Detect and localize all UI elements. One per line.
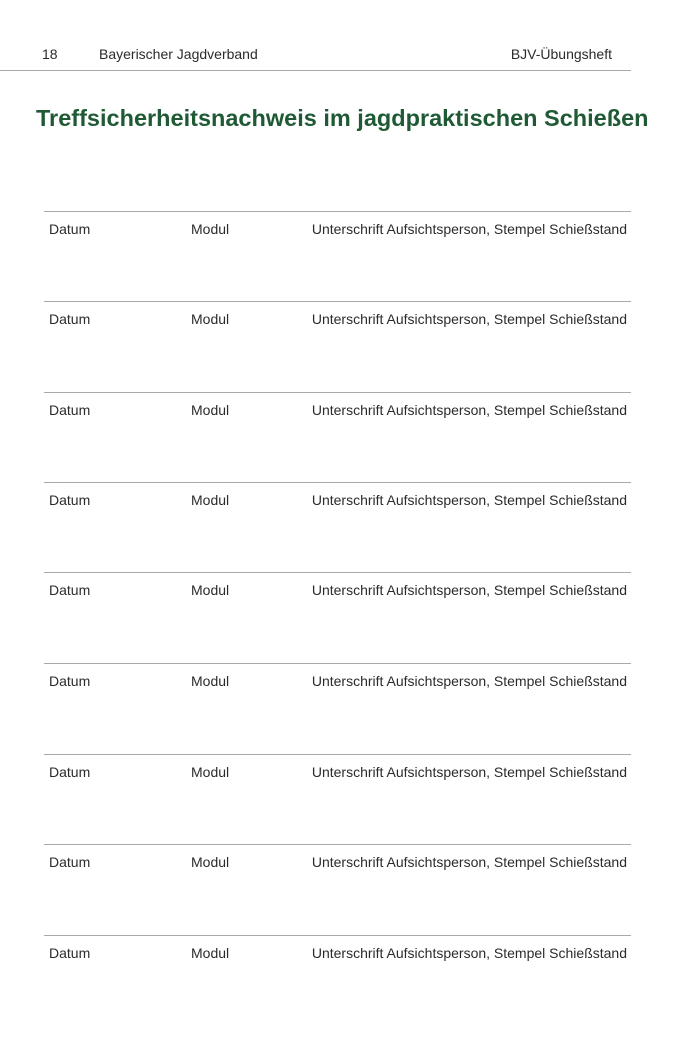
page-number: 18 xyxy=(42,46,58,62)
signature-row xyxy=(44,211,631,240)
module-label: Modul xyxy=(191,221,230,237)
signature-label: Unterschrift Aufsichtsperson, Stempel Schießstand xyxy=(311,854,627,870)
page-header xyxy=(0,0,631,71)
module-label: Modul xyxy=(191,673,230,689)
module-label: Modul xyxy=(191,582,230,598)
signature-row xyxy=(44,392,631,421)
signature-label: Unterschrift Aufsichtsperson, Stempel Schießstand xyxy=(311,764,627,780)
date-label: Datum xyxy=(49,311,91,327)
signature-label: Unterschrift Aufsichtsperson, Stempel Schießstand xyxy=(311,311,627,327)
signature-row xyxy=(44,844,631,873)
signature-row xyxy=(44,572,631,601)
module-label: Modul xyxy=(191,311,230,327)
signature-label: Unterschrift Aufsichtsperson, Stempel Schießstand xyxy=(311,221,627,237)
module-label: Modul xyxy=(191,764,230,780)
module-label: Modul xyxy=(191,854,230,870)
date-label: Datum xyxy=(49,582,91,598)
signature-label: Unterschrift Aufsichtsperson, Stempel Schießstand xyxy=(311,945,627,961)
date-label: Datum xyxy=(49,854,91,870)
date-label: Datum xyxy=(49,221,91,237)
date-label: Datum xyxy=(49,945,91,961)
date-label: Datum xyxy=(49,764,91,780)
page-title: Treffsicherheitsnachweis im jagdpraktischen Schießen xyxy=(36,105,649,131)
signature-label: Unterschrift Aufsichtsperson, Stempel Schießstand xyxy=(311,582,627,598)
signature-label: Unterschrift Aufsichtsperson, Stempel Schießstand xyxy=(311,673,627,689)
signature-row xyxy=(44,935,631,964)
signature-row xyxy=(44,754,631,783)
date-label: Datum xyxy=(49,492,91,508)
signature-row xyxy=(44,482,631,511)
publisher-name: Bayerischer Jagdverband xyxy=(99,46,258,62)
signature-row xyxy=(44,301,631,330)
module-label: Modul xyxy=(191,945,230,961)
module-label: Modul xyxy=(191,402,230,418)
module-label: Modul xyxy=(191,492,230,508)
signature-label: Unterschrift Aufsichtsperson, Stempel Schießstand xyxy=(311,402,627,418)
date-label: Datum xyxy=(49,673,91,689)
date-label: Datum xyxy=(49,402,91,418)
signature-label: Unterschrift Aufsichtsperson, Stempel Schießstand xyxy=(311,492,627,508)
signature-row xyxy=(44,663,631,692)
booklet-title: BJV-Übungsheft xyxy=(510,46,612,62)
